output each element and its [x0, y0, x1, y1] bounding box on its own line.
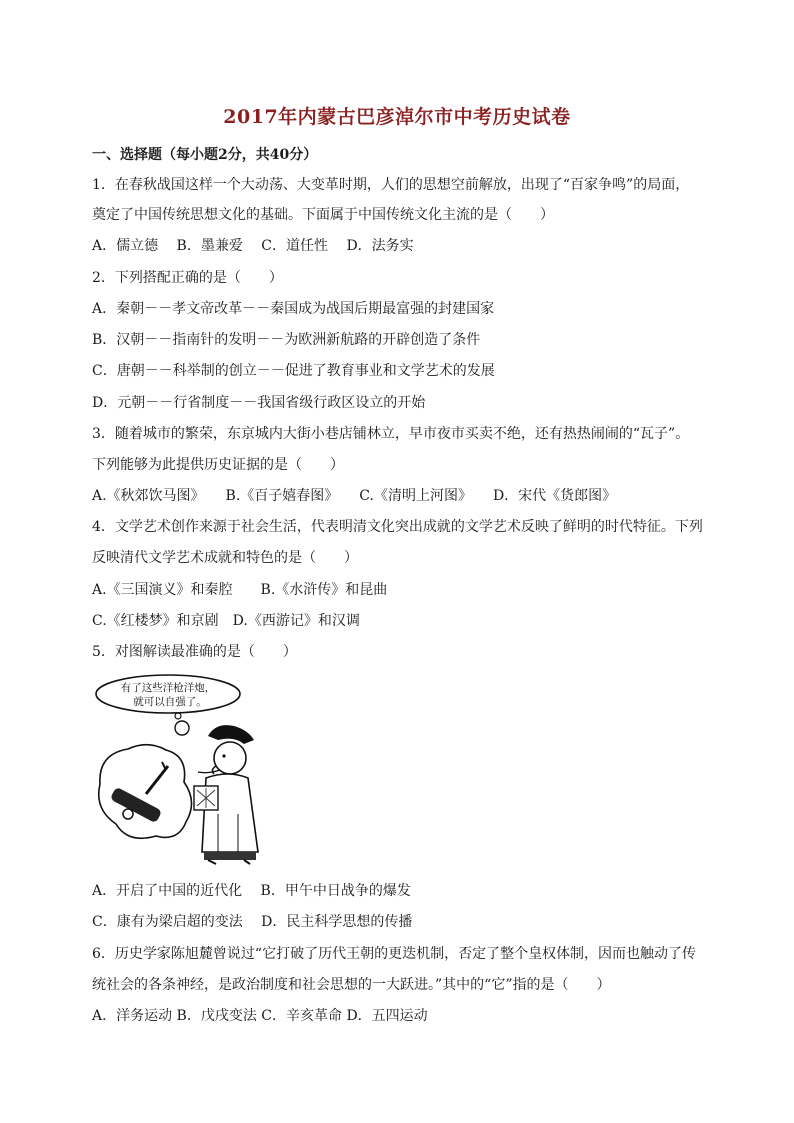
- q1-stem-line1: 1．在春秋战国这样一个大动荡、大变革时期，人们的思想空前解放，出现了“百家争鸣”的局面，: [92, 177, 690, 193]
- q4-options-line1: A.《三国演义》和秦腔 B.《水浒传》和昆曲: [92, 582, 388, 598]
- q6-stem-line2: 统社会的各条神经，是政治制度和社会思想的一大跃进。”其中的“它”指的是（ ）: [92, 977, 611, 993]
- q5-stem: 5．对图解读最准确的是（ ）: [92, 644, 297, 660]
- q2-stem: 2．下列搭配正确的是（ ）: [92, 270, 283, 286]
- q3-stem-line1: 3．随着城市的繁荣，东京城内大街小巷店铺林立，早市夜市买卖不绝，还有热热闹闹的“瓦子”。: [92, 426, 690, 442]
- q6-stem-line1: 6．历史学家陈旭麓曾说过“它打破了历代王朝的更迭机制，否定了整个皇权体制，因而也触动了传: [92, 946, 697, 962]
- q4-options-line2: C.《红楼梦》和京剧 D.《西游记》和汉调: [92, 613, 360, 629]
- q2-option-d: D．元朝－－行省制度－－我国省级行政区设立的开始: [92, 395, 426, 411]
- q2-option-b: B．汉朝－－指南针的发明－－为欧洲新航路的开辟创造了条件: [92, 332, 481, 348]
- cartoon-bubble-line2: 就可以自强了。: [133, 696, 207, 708]
- q2-option-a: A．秦朝－－孝文帝改革－－秦国成为战国后期最富强的封建国家: [92, 301, 495, 317]
- q5-options-line2: C．康有为梁启超的变法 D．民主科学思想的传播: [92, 914, 413, 930]
- q3-stem-line2: 下列能够为此提供历史证据的是（ ）: [92, 457, 344, 473]
- q2-option-c: C．唐朝－－科举制的创立－－促进了教育事业和文学艺术的发展: [92, 363, 495, 379]
- exam-title: 2017年内蒙古巴彦淖尔市中考历史试卷: [223, 106, 571, 128]
- section-heading: 一、选择题（每小题2分，共40分）: [92, 147, 318, 163]
- cartoon-bubble-line1: 有了这些洋枪洋炮，: [120, 682, 216, 694]
- q1-stem-line2: 奠定了中国传统思想文化的基础。下面属于中国传统文化主流的是（ ）: [92, 207, 554, 223]
- q6-options: A．洋务运动 B．戊戌变法 C．辛亥革命 D．五四运动: [92, 1008, 428, 1024]
- q5-cartoon-image: [88, 674, 268, 866]
- q4-stem-line1: 4．文学艺术创作来源于社会生活，代表明清文化突出成就的文学艺术反映了鲜明的时代特征。下列: [92, 519, 703, 535]
- q4-stem-line2: 反映清代文学艺术成就和特色的是（ ）: [92, 550, 358, 566]
- q1-options: A．儒立德 B．墨兼爱 C．道任性 D．法务实: [92, 238, 414, 254]
- q3-options: A.《秋郊饮马图》 B.《百子嬉春图》 C.《清明上河图》 D．宋代《货郎图》: [92, 488, 617, 504]
- q5-options-line1: A．开启了中国的近代化 B．甲午中日战争的爆发: [92, 883, 411, 899]
